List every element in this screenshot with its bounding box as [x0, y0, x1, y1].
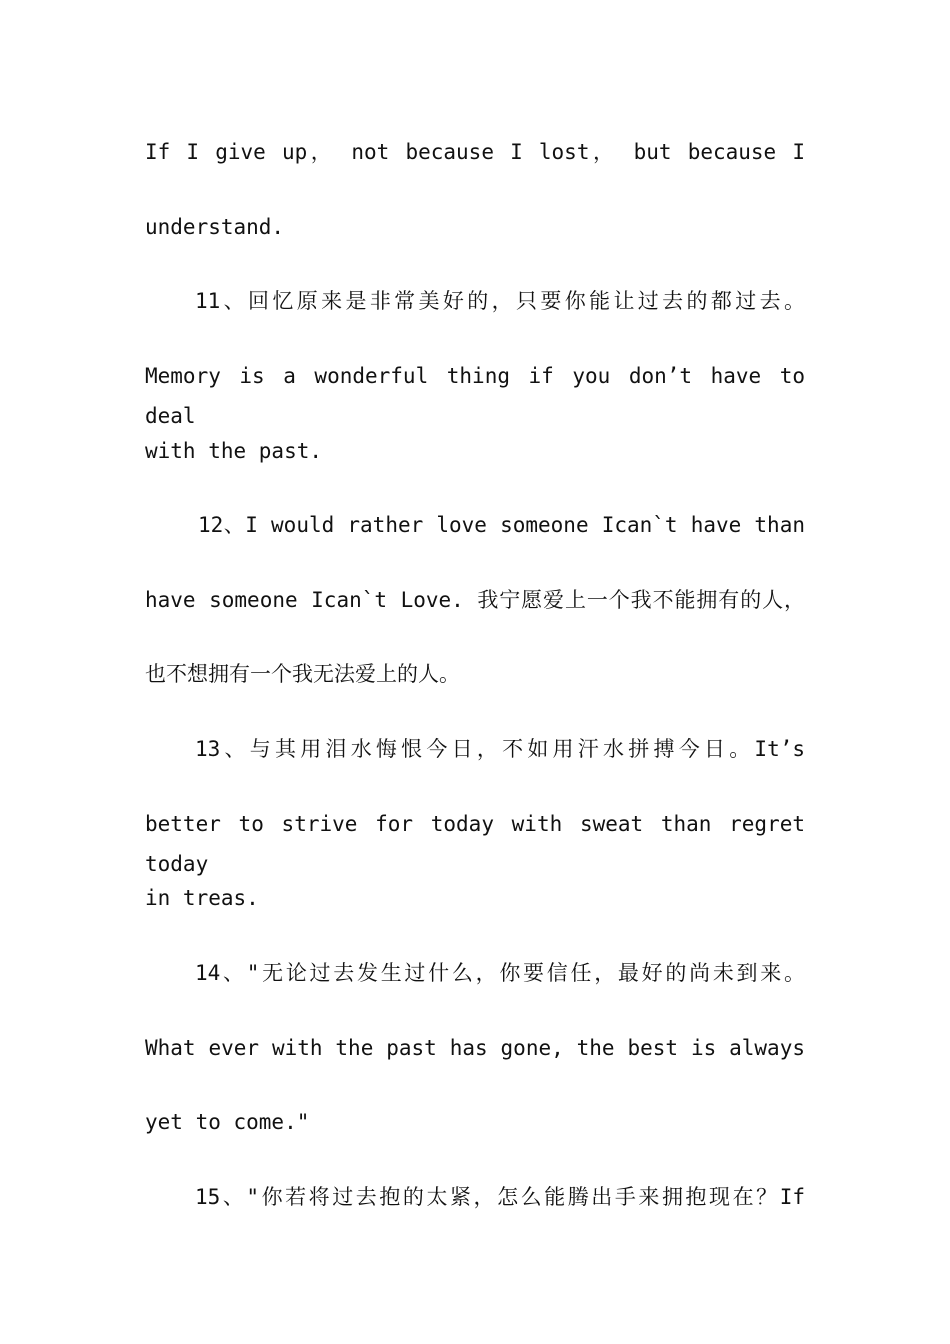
text-line-9: 13、与其用泪水悔恨今日，不如用汗水拼搏今日。It’s	[195, 737, 805, 761]
text-line-3: 11、回忆原来是非常美好的，只要你能让过去的都过去。	[195, 289, 805, 313]
text-line-7: have someone Ican`t Love. 我宁愿爱上一个我不能拥有的人，	[145, 588, 805, 612]
text-line-11: in treas.	[145, 886, 259, 910]
text-line-13: What ever with the past has gone, the best is always	[145, 1036, 805, 1060]
text-line-8: 也不想拥有一个我无法爱上的人。	[145, 662, 460, 686]
text-line-4: Memory is a wonderful thing if you don’t have to deal	[145, 364, 805, 428]
text-line-12: 14、"无论过去发生过什么，你要信任，最好的尚未到来。	[195, 961, 805, 985]
text-line-15: 15、"你若将过去抱的太紧，怎么能腾出手来拥抱现在？If	[195, 1185, 805, 1209]
text-line-2: understand.	[145, 215, 285, 239]
text-line-14: yet to come."	[145, 1110, 310, 1134]
text-line-6: 12、I would rather love someone Ican`t have than	[198, 513, 805, 537]
text-line-1: If I give up， not because I lost， but because I	[145, 140, 805, 164]
text-line-10: better to strive for today with sweat than regret today	[145, 812, 805, 876]
text-line-5: with the past.	[145, 439, 323, 463]
